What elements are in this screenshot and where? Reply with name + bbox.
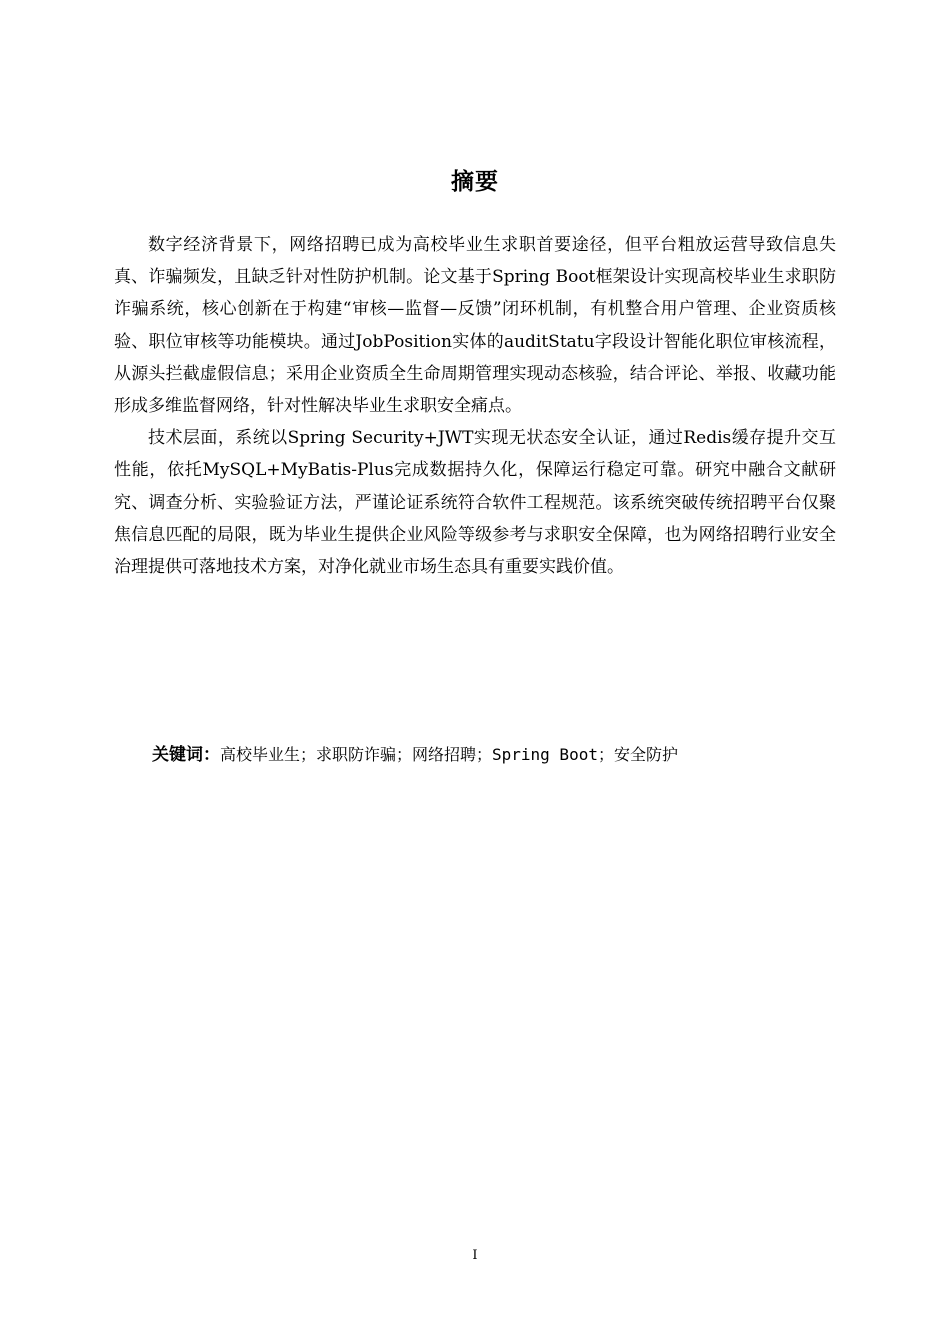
keywords-line [152, 740, 842, 770]
abstract-body [114, 229, 836, 583]
page-number: I [472, 1248, 478, 1263]
keywords-label: 关键词： [152, 745, 220, 765]
abstract-paragraph-1: 数字经济背景下，网络招聘已成为高校毕业生求职首要途径，但平台粗放运营导致信息失真、诈骗频发，且缺乏针对性防护机制。论文基于Spring Boot框架设计实现高校毕业生求职防诈骗系统，核心创新在于构建“审核—监督—反馈”闭环机制，有机整合用户管理、企业资质核验、职位审核等功能模块。通过JobPosition实体的auditStatu字段设计智能化职位审核流程，从源头拦截虚假信息；采用企业资质全生命周期管理实现动态核验，结合评论、举报、收藏功能形成多维监督网络，针对性解决毕业生求职安全痛点。 [114, 235, 836, 417]
keywords-text: 高校毕业生；求职防诈骗；网络招聘；Spring Boot；安全防护 [220, 745, 678, 764]
abstract-title: 摘要 [451, 169, 499, 195]
abstract-paragraph-2: 技术层面，系统以Spring Security+JWT实现无状态安全认证，通过Redis缓存提升交互性能，依托MySQL+MyBatis-Plus完成数据持久化，保障运行稳定可靠。研究中融合文献研究、调查分析、实验验证方法，严谨论证系统符合软件工程规范。该系统突破传统招聘平台仅聚焦信息匹配的局限，既为毕业生提供企业风险等级参考与求职安全保障，也为网络招聘行业安全治理提供可落地技术方案，对净化就业市场生态具有重要实践价值。 [114, 428, 836, 578]
